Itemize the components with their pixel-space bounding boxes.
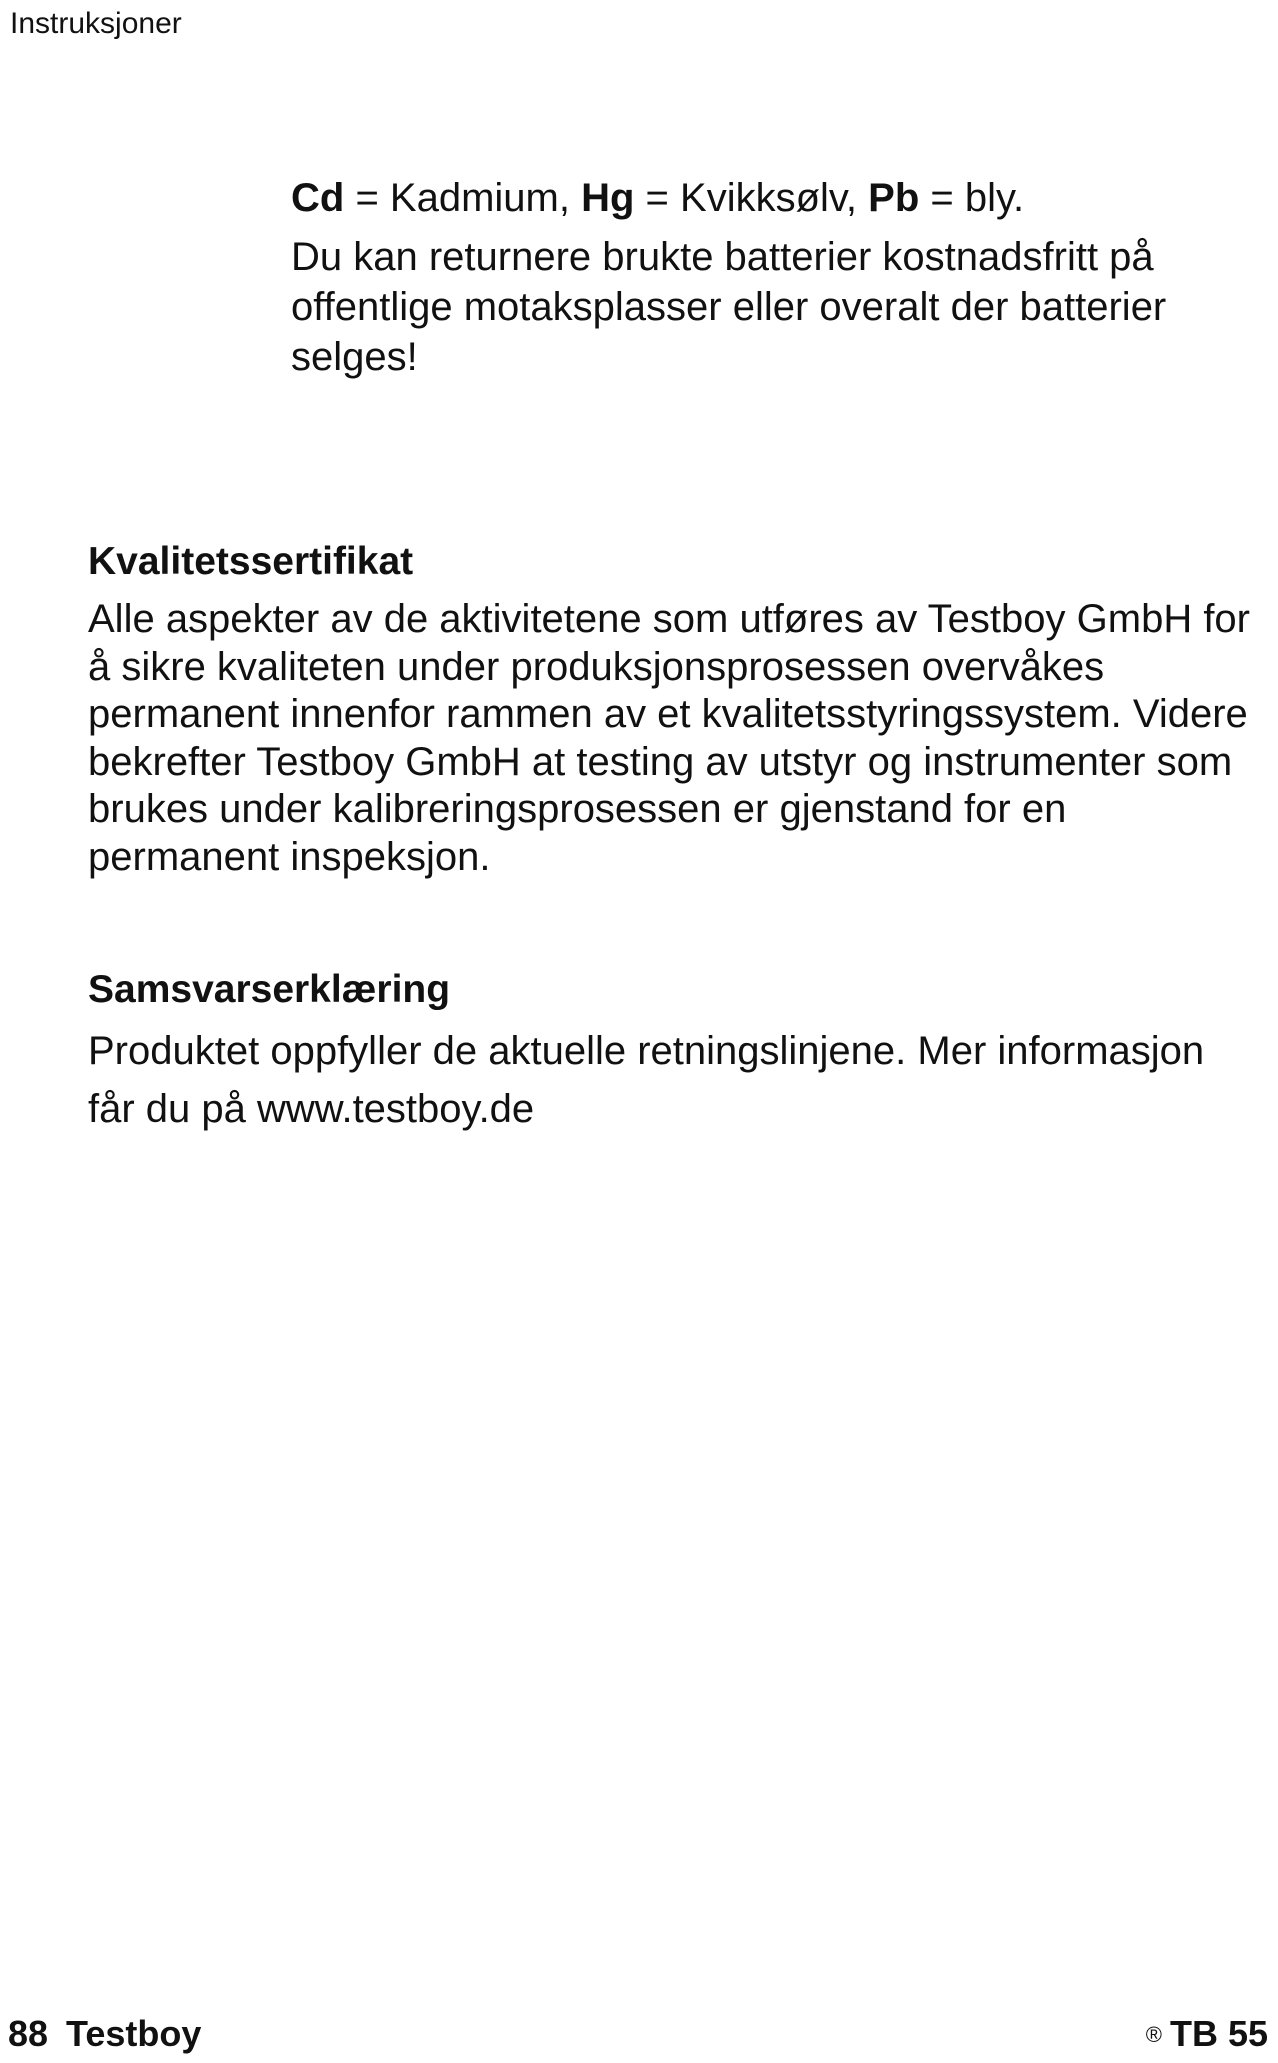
mercury-text: = Kvikksølv, [634, 176, 869, 220]
page-section-label: Instruksjoner [10, 7, 182, 40]
footer-model: TB 55 [1169, 2013, 1268, 2054]
cadmium-text: = Kadmium, [344, 176, 582, 220]
lead-text: = bly. [919, 176, 1025, 220]
quality-certificate-section [88, 538, 1258, 881]
quality-certificate-body: Alle aspekter av de aktivitetene som utføres av Testboy GmbH for å sikre kvaliteten under produksjonsprosessen overvåkes permanent innenfor rammen av et kvalitetsstyringssystem. Videre bekrefter Testboy GmbH at testing av utstyr og instrumenter som brukes under kalibreringsprosessen er gjenstand for en permanent inspeksjon. [88, 597, 1250, 879]
conformity-section [88, 966, 1258, 1138]
battery-disposal-block [291, 172, 1251, 382]
heavy-metal-legend [291, 172, 1251, 224]
cadmium-symbol: Cd [291, 176, 345, 220]
battery-return-text: Du kan returnere brukte batterier kostnadsfritt på offentlige motaksplasser eller overalt der batterier selges! [291, 235, 1167, 379]
conformity-body: Produktet oppfyller de aktuelle retningslinjene. Mer informasjon får du på www.testboy.de [88, 1029, 1205, 1131]
mercury-symbol: Hg [581, 176, 635, 220]
page-footer-left [8, 2012, 201, 2056]
conformity-heading: Samsvarserklæring [88, 968, 451, 1011]
lead-symbol: Pb [868, 176, 920, 220]
page-number: 88 [8, 2013, 49, 2054]
page-footer-right [1146, 2012, 1268, 2057]
quality-certificate-heading: Kvalitetssertifikat [88, 540, 414, 583]
footer-brand: Testboy [66, 2013, 202, 2054]
registered-mark: ® [1145, 2022, 1162, 2047]
